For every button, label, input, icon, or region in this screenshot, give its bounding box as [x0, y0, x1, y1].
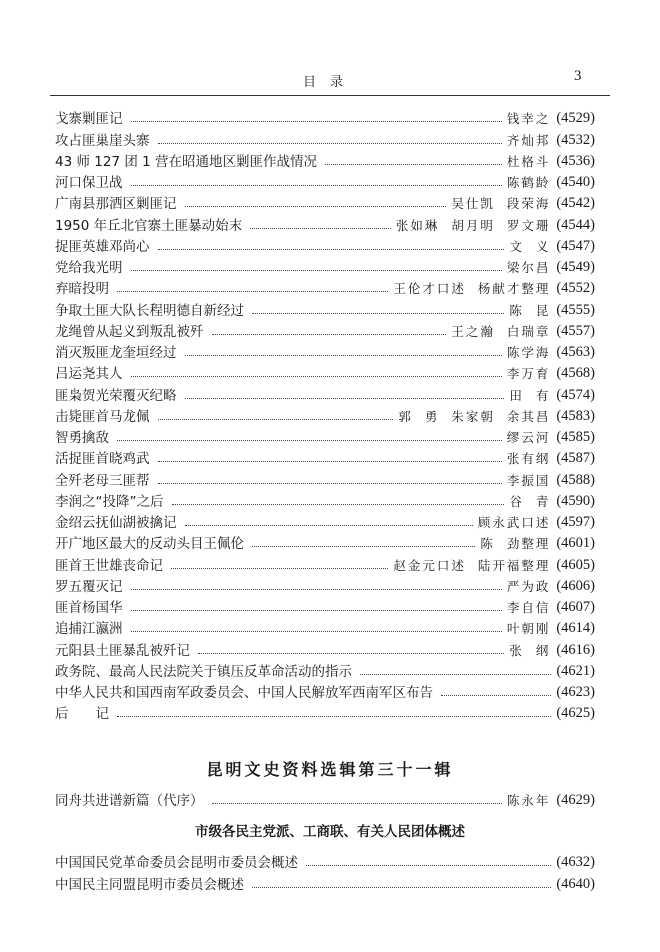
entry-author: 陈 劲整理 [480, 536, 551, 552]
entry-title: 中华人民共和国西南军政委员会、中国人民解放军西南军区布告 [55, 685, 433, 701]
toc-entry[interactable] [55, 574, 595, 595]
header-rule [50, 95, 610, 96]
entry-title: 元阳县土匪暴乱被歼记 [55, 642, 190, 659]
leader-dots [250, 228, 391, 229]
entry-title: 金绍云抚仙湖被擒记 [55, 515, 177, 531]
entry-title: 党给我光明 [55, 260, 123, 276]
entry-page: (4632) [556, 854, 595, 871]
leader-dots [131, 610, 502, 611]
toc-entry[interactable] [55, 788, 595, 809]
running-title: 目录 [302, 75, 357, 90]
entry-author: 王之瀚 白瑞章 [451, 323, 551, 339]
toc-entry[interactable] [55, 149, 595, 170]
entry-author: 王伦才口述 杨献才整理 [393, 281, 551, 297]
leader-dots [131, 589, 502, 590]
toc-entry[interactable] [55, 467, 595, 488]
toc-entry[interactable] [55, 191, 595, 212]
entry-title: 匪首杨国华 [55, 600, 123, 616]
leader-dots [198, 653, 504, 654]
entry-author: 陈学海 [506, 345, 551, 360]
leader-dots [131, 270, 502, 271]
entry-title: 消灭叛匪龙奎垣经过 [55, 345, 177, 361]
leader-dots [158, 143, 502, 144]
leader-dots [131, 631, 502, 632]
entry-title: 追捕江瀛洲 [55, 621, 123, 638]
toc-entry[interactable] [55, 255, 595, 276]
entry-title: 吕运尧其人 [55, 366, 123, 383]
subsection-heading: 市级各民主党派、工商联、有关人民团体概述 [195, 824, 465, 840]
entry-title: 1950 年丘北官寨土匪暴动始末 [55, 217, 243, 234]
entry-page: (4606) [556, 577, 595, 594]
leader-dots [172, 504, 505, 505]
entry-page: (4574) [556, 386, 595, 403]
entry-title: 罗五覆灭记 [55, 578, 123, 595]
entry-author: 张如琳 胡月明 罗文珊 [395, 217, 551, 233]
entry-title: 中国民主同盟昆明市委员会概述 [55, 876, 244, 893]
leader-dots [252, 313, 504, 314]
entry-page: (4529) [556, 110, 595, 127]
entry-title: 匪首王世雄丧命记 [55, 557, 163, 574]
section-title: 昆明文史资料选辑第三十一辑 [206, 760, 454, 779]
toc-list [55, 106, 595, 722]
toc-entry[interactable] [55, 170, 595, 191]
entry-title: 击毙匪首马龙佩 [55, 408, 150, 425]
entry-title: 广南县那洒区剿匪记 [55, 196, 177, 213]
entry-page: (4605) [556, 556, 595, 573]
entry-author: 郭 勇 朱家朝 余其昌 [398, 408, 551, 424]
entry-title: 43 师 127 团 1 营在昭通地区剿匪作战情况 [55, 153, 317, 170]
entry-page: (4588) [556, 471, 595, 488]
toc-entry[interactable] [55, 425, 595, 446]
entry-page: (4585) [556, 429, 595, 445]
entry-title: 龙绳曾从起义到叛乱被歼 [55, 323, 204, 340]
entry-author: 齐灿邦 [506, 132, 551, 148]
leader-dots [185, 206, 447, 207]
entry-author: 李万育 [506, 366, 551, 382]
entry-page: (4540) [556, 174, 595, 190]
entry-page: (4629) [556, 792, 595, 809]
entry-title: 后 记 [55, 706, 109, 723]
leader-dots [117, 291, 388, 292]
entry-title: 活捉匪首晓鸡武 [55, 451, 150, 468]
entry-page: (4623) [556, 684, 595, 700]
entry-page: (4590) [556, 492, 595, 509]
entry-author: 缪云河 [506, 430, 551, 445]
entry-page: (4542) [556, 195, 595, 212]
entry-author: 田 有 [509, 387, 551, 403]
entry-title: 匪枭贺光荣覆灭纪略 [55, 387, 177, 404]
toc-entry[interactable] [55, 510, 595, 531]
entry-author: 吴仕凯 段荣海 [451, 196, 551, 212]
toc-entry[interactable] [55, 297, 595, 318]
toc-entry[interactable] [55, 871, 595, 892]
toc-entry[interactable] [55, 361, 595, 382]
preface-list [55, 788, 595, 809]
entry-author: 谷 青 [509, 493, 551, 509]
entry-page: (4625) [556, 705, 595, 722]
leader-dots [171, 568, 388, 569]
entry-title: 捉匪英雄邓尚心 [55, 238, 150, 255]
toc-entry[interactable] [55, 382, 595, 403]
entry-title: 争取土匪大队长程明德自新经过 [55, 302, 244, 319]
leader-dots [158, 483, 502, 484]
entry-page: (4587) [556, 450, 595, 467]
leader-dots [117, 440, 502, 441]
entry-author: 张 纲 [509, 642, 551, 658]
entry-page: (4549) [556, 259, 595, 275]
entry-title: 开广地区最大的反动头目王佩伦 [55, 536, 244, 553]
toc-entry[interactable] [55, 701, 595, 722]
entry-page: (4616) [556, 641, 595, 658]
toc-entry[interactable] [55, 659, 595, 680]
entry-page: (4583) [556, 407, 595, 424]
toc-entry[interactable] [55, 531, 595, 552]
entry-title: 攻占匪巢崖头寨 [55, 132, 150, 149]
entry-title: 智勇擒敌 [55, 430, 109, 446]
toc-entry[interactable] [55, 127, 595, 148]
entry-page: (4555) [556, 301, 595, 318]
entry-page: (4621) [556, 662, 595, 679]
entry-page: (4614) [556, 620, 595, 637]
toc-entry[interactable] [55, 212, 595, 233]
toc-entry[interactable] [55, 637, 595, 658]
entry-author: 文 义 [509, 238, 551, 254]
entry-page: (4557) [556, 322, 595, 339]
leader-dots [212, 803, 502, 804]
entry-author: 严为政 [506, 578, 551, 594]
entry-page: (4607) [556, 599, 595, 615]
entry-author: 陈 昆 [509, 302, 551, 318]
entry-title: 戈寨剿匪记 [55, 111, 123, 128]
toc-entry[interactable] [55, 106, 595, 127]
toc-entry[interactable] [55, 404, 595, 425]
entry-page: (4601) [556, 535, 595, 552]
toc-entry[interactable] [55, 595, 595, 616]
toc-entry[interactable] [55, 319, 595, 340]
toc-entry[interactable] [55, 276, 595, 297]
leader-dots [131, 185, 502, 186]
leader-dots [158, 419, 394, 420]
toc-entry[interactable] [55, 489, 595, 510]
entry-page: (4552) [556, 280, 595, 297]
leader-dots [360, 674, 551, 675]
toc-entry[interactable] [55, 446, 595, 467]
entry-author: 赵金元口述 陆开福整理 [393, 557, 551, 573]
entry-page: (4568) [556, 365, 595, 382]
toc-entry[interactable] [55, 234, 595, 255]
toc-entry[interactable] [55, 340, 595, 361]
leader-dots [117, 716, 551, 717]
entry-author: 陈鹤龄 [506, 175, 551, 190]
entry-title: 同舟共进谱新篇（代序） [55, 793, 204, 810]
leader-dots [158, 461, 502, 462]
entry-title: 河口保卫战 [55, 175, 123, 191]
leader-dots [441, 695, 551, 696]
entry-title: 中国国民党革命委员会昆明市委员会概述 [55, 855, 298, 872]
toc-entry[interactable] [55, 552, 595, 573]
entry-page: (4597) [556, 514, 595, 530]
entry-author: 杜格斗 [506, 153, 551, 169]
entry-author: 李自信 [506, 600, 551, 615]
entry-author: 李振国 [506, 472, 551, 488]
entry-page: (4547) [556, 237, 595, 254]
toc-entry[interactable] [55, 680, 595, 701]
subsection-list [55, 850, 595, 893]
toc-entry[interactable] [55, 850, 595, 871]
entry-title: 李润之“投降”之后 [55, 493, 164, 510]
leader-dots [325, 164, 502, 165]
toc-entry[interactable] [55, 616, 595, 637]
entry-author: 张有纲 [506, 451, 551, 467]
leader-dots [306, 865, 551, 866]
leader-dots [131, 376, 502, 377]
entry-title: 弃暗投明 [55, 281, 109, 298]
entry-page: (4532) [556, 131, 595, 148]
leader-dots [185, 398, 505, 399]
entry-page: (4544) [556, 216, 595, 233]
leader-dots [252, 887, 551, 888]
entry-author: 顾永武口述 [477, 515, 551, 530]
entry-page: (4640) [556, 875, 595, 892]
leader-dots [185, 355, 502, 356]
entry-page: (4536) [556, 152, 595, 169]
entry-page: (4563) [556, 344, 595, 360]
leader-dots [158, 249, 505, 250]
leader-dots [131, 121, 502, 122]
leader-dots [185, 525, 473, 526]
entry-author: 叶朝刚 [506, 621, 551, 637]
entry-author: 陈永年 [506, 793, 551, 809]
entry-title: 全歼老母三匪帮 [55, 472, 150, 489]
page-number: 3 [574, 68, 582, 84]
entry-title: 政务院、最高人民法院关于镇压反革命活动的指示 [55, 663, 352, 680]
entry-author: 钱幸之 [506, 111, 551, 127]
leader-dots [252, 546, 475, 547]
entry-author: 梁尔昌 [506, 260, 551, 275]
leader-dots [212, 334, 447, 335]
